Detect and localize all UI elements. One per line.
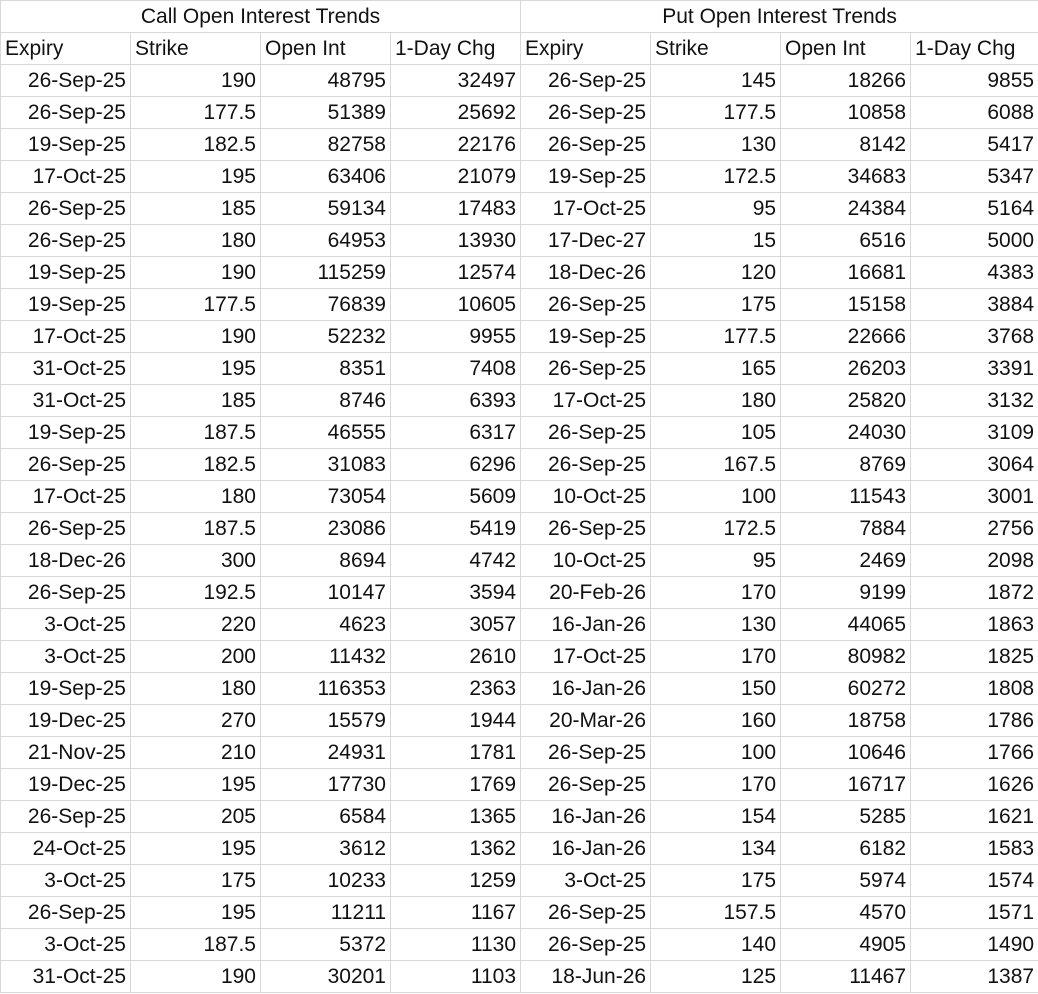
call-open-int-cell[interactable]: 64953 — [261, 225, 391, 257]
table-row — [1, 545, 1038, 577]
table-row — [1, 801, 1038, 833]
call-strike-cell[interactable]: 180 — [131, 481, 261, 513]
put-open-int-cell[interactable]: 18758 — [781, 705, 911, 737]
call-strike-cell[interactable]: 187.5 — [131, 513, 261, 545]
call-strike-cell[interactable]: 177.5 — [131, 289, 261, 321]
call-expiry-cell[interactable]: 3-Oct-25 — [1, 929, 131, 961]
call-expiry-cell[interactable]: 26-Sep-25 — [1, 577, 131, 609]
call-1-day-chg-cell[interactable]: 6296 — [391, 449, 521, 481]
put-1-day-chg-cell[interactable]: 3884 — [911, 289, 1038, 321]
put-open-int-cell[interactable]: 15158 — [781, 289, 911, 321]
put-expiry-cell[interactable]: 19-Sep-25 — [521, 321, 651, 353]
put-1-day-chg-cell[interactable]: 1387 — [911, 961, 1038, 993]
put-open-int-cell[interactable]: 8769 — [781, 449, 911, 481]
call-1-day-chg-cell[interactable]: 1944 — [391, 705, 521, 737]
call-1-day-chg-cell[interactable]: 1362 — [391, 833, 521, 865]
call-strike-cell[interactable]: 220 — [131, 609, 261, 641]
call-open-int-cell[interactable]: 24931 — [261, 737, 391, 769]
put-open-int-cell[interactable]: 60272 — [781, 673, 911, 705]
put-strike-cell[interactable]: 157.5 — [651, 897, 781, 929]
call-1-day-chg-cell[interactable]: 21079 — [391, 161, 521, 193]
put-header-expiry[interactable]: Expiry — [521, 33, 651, 65]
put-1-day-chg-cell[interactable]: 2756 — [911, 513, 1038, 545]
call-expiry-cell[interactable]: 17-Oct-25 — [1, 481, 131, 513]
put-expiry-cell[interactable]: 17-Dec-27 — [521, 225, 651, 257]
put-expiry-cell[interactable]: 16-Jan-26 — [521, 801, 651, 833]
put-expiry-cell[interactable]: 26-Sep-25 — [521, 513, 651, 545]
call-open-int-cell[interactable]: 46555 — [261, 417, 391, 449]
put-open-int-cell[interactable]: 7884 — [781, 513, 911, 545]
put-strike-cell[interactable]: 170 — [651, 577, 781, 609]
call-open-int-cell[interactable]: 59134 — [261, 193, 391, 225]
table-row — [1, 481, 1038, 513]
put-1-day-chg-cell[interactable]: 6088 — [911, 97, 1038, 129]
call-open-int-cell[interactable]: 11211 — [261, 897, 391, 929]
call-1-day-chg-cell[interactable]: 22176 — [391, 129, 521, 161]
call-strike-cell[interactable]: 182.5 — [131, 129, 261, 161]
put-1-day-chg-cell[interactable]: 3001 — [911, 481, 1038, 513]
put-1-day-chg-cell[interactable]: 1863 — [911, 609, 1038, 641]
call-1-day-chg-cell[interactable]: 10605 — [391, 289, 521, 321]
table-row — [1, 705, 1038, 737]
put-1-day-chg-cell[interactable]: 1825 — [911, 641, 1038, 673]
put-expiry-cell[interactable]: 17-Oct-25 — [521, 641, 651, 673]
call-section-title[interactable]: Call Open Interest Trends — [1, 1, 521, 33]
call-1-day-chg-cell[interactable]: 3057 — [391, 609, 521, 641]
call-open-int-cell[interactable]: 11432 — [261, 641, 391, 673]
call-1-day-chg-cell[interactable]: 3594 — [391, 577, 521, 609]
call-strike-cell[interactable]: 190 — [131, 961, 261, 993]
call-1-day-chg-cell[interactable]: 4742 — [391, 545, 521, 577]
table-row — [1, 961, 1038, 993]
call-strike-cell[interactable]: 187.5 — [131, 929, 261, 961]
put-strike-cell[interactable]: 145 — [651, 65, 781, 97]
put-strike-cell[interactable]: 154 — [651, 801, 781, 833]
call-expiry-cell[interactable]: 17-Oct-25 — [1, 161, 131, 193]
call-open-int-cell[interactable]: 4623 — [261, 609, 391, 641]
put-1-day-chg-cell[interactable]: 5417 — [911, 129, 1038, 161]
put-expiry-cell[interactable]: 10-Oct-25 — [521, 545, 651, 577]
put-expiry-cell[interactable]: 16-Jan-26 — [521, 673, 651, 705]
put-expiry-cell[interactable]: 26-Sep-25 — [521, 737, 651, 769]
put-expiry-cell[interactable]: 20-Mar-26 — [521, 705, 651, 737]
call-1-day-chg-cell[interactable]: 32497 — [391, 65, 521, 97]
put-header-1-day-chg[interactable]: 1-Day Chg — [911, 33, 1038, 65]
put-1-day-chg-cell[interactable]: 9855 — [911, 65, 1038, 97]
call-strike-cell[interactable]: 195 — [131, 769, 261, 801]
put-1-day-chg-cell[interactable]: 3109 — [911, 417, 1038, 449]
call-expiry-cell[interactable]: 19-Dec-25 — [1, 769, 131, 801]
call-open-int-cell[interactable]: 8694 — [261, 545, 391, 577]
call-expiry-cell[interactable]: 19-Dec-25 — [1, 705, 131, 737]
put-strike-cell[interactable]: 167.5 — [651, 449, 781, 481]
put-strike-cell[interactable]: 120 — [651, 257, 781, 289]
call-expiry-cell[interactable]: 26-Sep-25 — [1, 513, 131, 545]
call-1-day-chg-cell[interactable]: 1769 — [391, 769, 521, 801]
call-strike-cell[interactable]: 200 — [131, 641, 261, 673]
call-open-int-cell[interactable]: 10233 — [261, 865, 391, 897]
put-1-day-chg-cell[interactable]: 5347 — [911, 161, 1038, 193]
put-expiry-cell[interactable]: 26-Sep-25 — [521, 929, 651, 961]
table-row — [1, 449, 1038, 481]
put-expiry-cell[interactable]: 18-Dec-26 — [521, 257, 651, 289]
put-expiry-cell[interactable]: 18-Jun-26 — [521, 961, 651, 993]
put-open-int-cell[interactable]: 22666 — [781, 321, 911, 353]
call-open-int-cell[interactable]: 23086 — [261, 513, 391, 545]
call-open-int-cell[interactable]: 52232 — [261, 321, 391, 353]
put-1-day-chg-cell[interactable]: 1626 — [911, 769, 1038, 801]
put-1-day-chg-cell[interactable]: 2098 — [911, 545, 1038, 577]
put-expiry-cell[interactable]: 26-Sep-25 — [521, 353, 651, 385]
call-1-day-chg-cell[interactable]: 6317 — [391, 417, 521, 449]
table-row — [1, 65, 1038, 97]
table-row — [1, 513, 1038, 545]
call-expiry-cell[interactable]: 26-Sep-25 — [1, 97, 131, 129]
put-strike-cell[interactable]: 172.5 — [651, 161, 781, 193]
call-open-int-cell[interactable]: 76839 — [261, 289, 391, 321]
put-1-day-chg-cell[interactable]: 1808 — [911, 673, 1038, 705]
table-row — [1, 225, 1038, 257]
put-expiry-cell[interactable]: 26-Sep-25 — [521, 129, 651, 161]
put-open-int-cell[interactable]: 18266 — [781, 65, 911, 97]
put-1-day-chg-cell[interactable]: 1571 — [911, 897, 1038, 929]
table-row — [1, 321, 1038, 353]
table-row — [1, 673, 1038, 705]
put-expiry-cell[interactable]: 26-Sep-25 — [521, 449, 651, 481]
call-header-expiry[interactable]: Expiry — [1, 33, 131, 65]
put-1-day-chg-cell[interactable]: 5164 — [911, 193, 1038, 225]
call-1-day-chg-cell[interactable]: 13930 — [391, 225, 521, 257]
call-expiry-cell[interactable]: 26-Sep-25 — [1, 225, 131, 257]
call-strike-cell[interactable]: 182.5 — [131, 449, 261, 481]
call-1-day-chg-cell[interactable]: 1781 — [391, 737, 521, 769]
put-expiry-cell[interactable]: 26-Sep-25 — [521, 417, 651, 449]
call-1-day-chg-cell[interactable]: 25692 — [391, 97, 521, 129]
table-row — [1, 97, 1038, 129]
call-1-day-chg-cell[interactable]: 17483 — [391, 193, 521, 225]
put-open-int-cell[interactable]: 44065 — [781, 609, 911, 641]
table-row — [1, 129, 1038, 161]
call-strike-cell[interactable]: 195 — [131, 353, 261, 385]
put-open-int-cell[interactable]: 4905 — [781, 929, 911, 961]
call-expiry-cell[interactable]: 3-Oct-25 — [1, 609, 131, 641]
call-strike-cell[interactable]: 180 — [131, 225, 261, 257]
put-strike-cell[interactable]: 180 — [651, 385, 781, 417]
put-strike-cell[interactable]: 175 — [651, 865, 781, 897]
call-1-day-chg-cell[interactable]: 9955 — [391, 321, 521, 353]
call-strike-cell[interactable]: 190 — [131, 321, 261, 353]
put-1-day-chg-cell[interactable]: 3391 — [911, 353, 1038, 385]
call-open-int-cell[interactable]: 15579 — [261, 705, 391, 737]
call-open-int-cell[interactable]: 82758 — [261, 129, 391, 161]
call-open-int-cell[interactable]: 31083 — [261, 449, 391, 481]
call-header-open-int[interactable]: Open Int — [261, 33, 391, 65]
table-row — [1, 929, 1038, 961]
call-expiry-cell[interactable]: 31-Oct-25 — [1, 961, 131, 993]
call-expiry-cell[interactable]: 31-Oct-25 — [1, 385, 131, 417]
put-open-int-cell[interactable]: 16681 — [781, 257, 911, 289]
call-1-day-chg-cell[interactable]: 5419 — [391, 513, 521, 545]
put-strike-cell[interactable]: 177.5 — [651, 97, 781, 129]
put-1-day-chg-cell[interactable]: 1574 — [911, 865, 1038, 897]
call-1-day-chg-cell[interactable]: 7408 — [391, 353, 521, 385]
call-expiry-cell[interactable]: 3-Oct-25 — [1, 865, 131, 897]
put-header-open-int[interactable]: Open Int — [781, 33, 911, 65]
put-expiry-cell[interactable]: 19-Sep-25 — [521, 161, 651, 193]
call-strike-cell[interactable]: 190 — [131, 257, 261, 289]
put-open-int-cell[interactable]: 6182 — [781, 833, 911, 865]
table-row — [1, 865, 1038, 897]
put-expiry-cell[interactable]: 17-Oct-25 — [521, 385, 651, 417]
put-strike-cell[interactable]: 150 — [651, 673, 781, 705]
put-expiry-cell[interactable]: 16-Jan-26 — [521, 609, 651, 641]
put-open-int-cell[interactable]: 6516 — [781, 225, 911, 257]
call-strike-cell[interactable]: 300 — [131, 545, 261, 577]
table-row — [1, 161, 1038, 193]
section-title-row — [1, 1, 1038, 33]
put-strike-cell[interactable]: 100 — [651, 481, 781, 513]
call-1-day-chg-cell[interactable]: 1130 — [391, 929, 521, 961]
call-1-day-chg-cell[interactable]: 1365 — [391, 801, 521, 833]
put-strike-cell[interactable]: 15 — [651, 225, 781, 257]
call-strike-cell[interactable]: 180 — [131, 673, 261, 705]
call-1-day-chg-cell[interactable]: 12574 — [391, 257, 521, 289]
put-strike-cell[interactable]: 165 — [651, 353, 781, 385]
call-open-int-cell[interactable]: 115259 — [261, 257, 391, 289]
table-row — [1, 737, 1038, 769]
call-open-int-cell[interactable]: 3612 — [261, 833, 391, 865]
table-row — [1, 257, 1038, 289]
put-strike-cell[interactable]: 95 — [651, 193, 781, 225]
put-strike-cell[interactable]: 177.5 — [651, 321, 781, 353]
call-strike-cell[interactable]: 175 — [131, 865, 261, 897]
table-row — [1, 769, 1038, 801]
put-open-int-cell[interactable]: 10646 — [781, 737, 911, 769]
table-row — [1, 193, 1038, 225]
call-expiry-cell[interactable]: 19-Sep-25 — [1, 257, 131, 289]
call-strike-cell[interactable]: 177.5 — [131, 97, 261, 129]
put-expiry-cell[interactable]: 26-Sep-25 — [521, 897, 651, 929]
call-expiry-cell[interactable]: 18-Dec-26 — [1, 545, 131, 577]
put-open-int-cell[interactable]: 80982 — [781, 641, 911, 673]
put-expiry-cell[interactable]: 26-Sep-25 — [521, 97, 651, 129]
call-open-int-cell[interactable]: 10147 — [261, 577, 391, 609]
put-strike-cell[interactable]: 130 — [651, 129, 781, 161]
call-open-int-cell[interactable]: 48795 — [261, 65, 391, 97]
call-strike-cell[interactable]: 187.5 — [131, 417, 261, 449]
call-open-int-cell[interactable]: 73054 — [261, 481, 391, 513]
call-strike-cell[interactable]: 210 — [131, 737, 261, 769]
put-strike-cell[interactable]: 130 — [651, 609, 781, 641]
table-row — [1, 609, 1038, 641]
call-expiry-cell[interactable]: 26-Sep-25 — [1, 801, 131, 833]
call-strike-cell[interactable]: 192.5 — [131, 577, 261, 609]
put-1-day-chg-cell[interactable]: 1872 — [911, 577, 1038, 609]
call-expiry-cell[interactable]: 19-Sep-25 — [1, 129, 131, 161]
call-open-int-cell[interactable]: 5372 — [261, 929, 391, 961]
put-open-int-cell[interactable]: 24384 — [781, 193, 911, 225]
put-open-int-cell[interactable]: 5974 — [781, 865, 911, 897]
put-strike-cell[interactable]: 175 — [651, 289, 781, 321]
put-open-int-cell[interactable]: 8142 — [781, 129, 911, 161]
put-strike-cell[interactable]: 125 — [651, 961, 781, 993]
put-open-int-cell[interactable]: 4570 — [781, 897, 911, 929]
put-open-int-cell[interactable]: 11467 — [781, 961, 911, 993]
put-1-day-chg-cell[interactable]: 5000 — [911, 225, 1038, 257]
put-strike-cell[interactable]: 170 — [651, 769, 781, 801]
put-strike-cell[interactable]: 100 — [651, 737, 781, 769]
call-header-1-day-chg[interactable]: 1-Day Chg — [391, 33, 521, 65]
put-expiry-cell[interactable]: 26-Sep-25 — [521, 65, 651, 97]
call-expiry-cell[interactable]: 24-Oct-25 — [1, 833, 131, 865]
put-expiry-cell[interactable]: 26-Sep-25 — [521, 769, 651, 801]
call-open-int-cell[interactable]: 8746 — [261, 385, 391, 417]
call-1-day-chg-cell[interactable]: 1167 — [391, 897, 521, 929]
put-open-int-cell[interactable]: 26203 — [781, 353, 911, 385]
put-expiry-cell[interactable]: 17-Oct-25 — [521, 193, 651, 225]
put-expiry-cell[interactable]: 10-Oct-25 — [521, 481, 651, 513]
put-1-day-chg-cell[interactable]: 1490 — [911, 929, 1038, 961]
call-open-int-cell[interactable]: 6584 — [261, 801, 391, 833]
call-expiry-cell[interactable]: 26-Sep-25 — [1, 449, 131, 481]
put-strike-cell[interactable]: 170 — [651, 641, 781, 673]
put-expiry-cell[interactable]: 20-Feb-26 — [521, 577, 651, 609]
put-header-strike[interactable]: Strike — [651, 33, 781, 65]
table-row — [1, 577, 1038, 609]
table-row — [1, 641, 1038, 673]
call-open-int-cell[interactable]: 63406 — [261, 161, 391, 193]
put-1-day-chg-cell[interactable]: 1786 — [911, 705, 1038, 737]
put-1-day-chg-cell[interactable]: 1583 — [911, 833, 1038, 865]
call-strike-cell[interactable]: 205 — [131, 801, 261, 833]
call-strike-cell[interactable]: 185 — [131, 385, 261, 417]
put-open-int-cell[interactable]: 9199 — [781, 577, 911, 609]
table-row — [1, 897, 1038, 929]
put-expiry-cell[interactable]: 3-Oct-25 — [521, 865, 651, 897]
table-row — [1, 417, 1038, 449]
call-expiry-cell[interactable]: 3-Oct-25 — [1, 641, 131, 673]
put-strike-cell[interactable]: 134 — [651, 833, 781, 865]
call-expiry-cell[interactable]: 19-Sep-25 — [1, 289, 131, 321]
call-strike-cell[interactable]: 195 — [131, 833, 261, 865]
call-1-day-chg-cell[interactable]: 2610 — [391, 641, 521, 673]
put-open-int-cell[interactable]: 2469 — [781, 545, 911, 577]
table-row — [1, 289, 1038, 321]
call-expiry-cell[interactable]: 17-Oct-25 — [1, 321, 131, 353]
call-expiry-cell[interactable]: 21-Nov-25 — [1, 737, 131, 769]
call-strike-cell[interactable]: 195 — [131, 161, 261, 193]
call-header-strike[interactable]: Strike — [131, 33, 261, 65]
put-strike-cell[interactable]: 95 — [651, 545, 781, 577]
call-expiry-cell[interactable]: 19-Sep-25 — [1, 673, 131, 705]
put-open-int-cell[interactable]: 34683 — [781, 161, 911, 193]
call-1-day-chg-cell[interactable]: 1259 — [391, 865, 521, 897]
call-expiry-cell[interactable]: 26-Sep-25 — [1, 193, 131, 225]
put-1-day-chg-cell[interactable]: 3132 — [911, 385, 1038, 417]
put-expiry-cell[interactable]: 16-Jan-26 — [521, 833, 651, 865]
call-strike-cell[interactable]: 270 — [131, 705, 261, 737]
put-1-day-chg-cell[interactable]: 4383 — [911, 257, 1038, 289]
put-1-day-chg-cell[interactable]: 1766 — [911, 737, 1038, 769]
put-strike-cell[interactable]: 140 — [651, 929, 781, 961]
put-open-int-cell[interactable]: 16717 — [781, 769, 911, 801]
put-1-day-chg-cell[interactable]: 3768 — [911, 321, 1038, 353]
call-expiry-cell[interactable]: 31-Oct-25 — [1, 353, 131, 385]
table-row — [1, 385, 1038, 417]
put-1-day-chg-cell[interactable]: 1621 — [911, 801, 1038, 833]
put-section-title[interactable]: Put Open Interest Trends — [521, 1, 1038, 33]
call-expiry-cell[interactable]: 19-Sep-25 — [1, 417, 131, 449]
put-open-int-cell[interactable]: 5285 — [781, 801, 911, 833]
call-1-day-chg-cell[interactable]: 5609 — [391, 481, 521, 513]
call-strike-cell[interactable]: 195 — [131, 897, 261, 929]
call-1-day-chg-cell[interactable]: 2363 — [391, 673, 521, 705]
call-open-int-cell[interactable]: 17730 — [261, 769, 391, 801]
call-1-day-chg-cell[interactable]: 6393 — [391, 385, 521, 417]
table-row — [1, 353, 1038, 385]
call-open-int-cell[interactable]: 51389 — [261, 97, 391, 129]
put-1-day-chg-cell[interactable]: 3064 — [911, 449, 1038, 481]
put-strike-cell[interactable]: 172.5 — [651, 513, 781, 545]
call-open-int-cell[interactable]: 8351 — [261, 353, 391, 385]
put-open-int-cell[interactable]: 10858 — [781, 97, 911, 129]
put-expiry-cell[interactable]: 26-Sep-25 — [521, 289, 651, 321]
table-row — [1, 833, 1038, 865]
call-expiry-cell[interactable]: 26-Sep-25 — [1, 897, 131, 929]
call-strike-cell[interactable]: 185 — [131, 193, 261, 225]
put-open-int-cell[interactable]: 25820 — [781, 385, 911, 417]
call-open-int-cell[interactable]: 30201 — [261, 961, 391, 993]
put-open-int-cell[interactable]: 11543 — [781, 481, 911, 513]
call-expiry-cell[interactable]: 26-Sep-25 — [1, 65, 131, 97]
call-strike-cell[interactable]: 190 — [131, 65, 261, 97]
call-1-day-chg-cell[interactable]: 1103 — [391, 961, 521, 993]
put-open-int-cell[interactable]: 24030 — [781, 417, 911, 449]
put-strike-cell[interactable]: 160 — [651, 705, 781, 737]
put-strike-cell[interactable]: 105 — [651, 417, 781, 449]
call-open-int-cell[interactable]: 116353 — [261, 673, 391, 705]
header-row — [1, 33, 1038, 65]
